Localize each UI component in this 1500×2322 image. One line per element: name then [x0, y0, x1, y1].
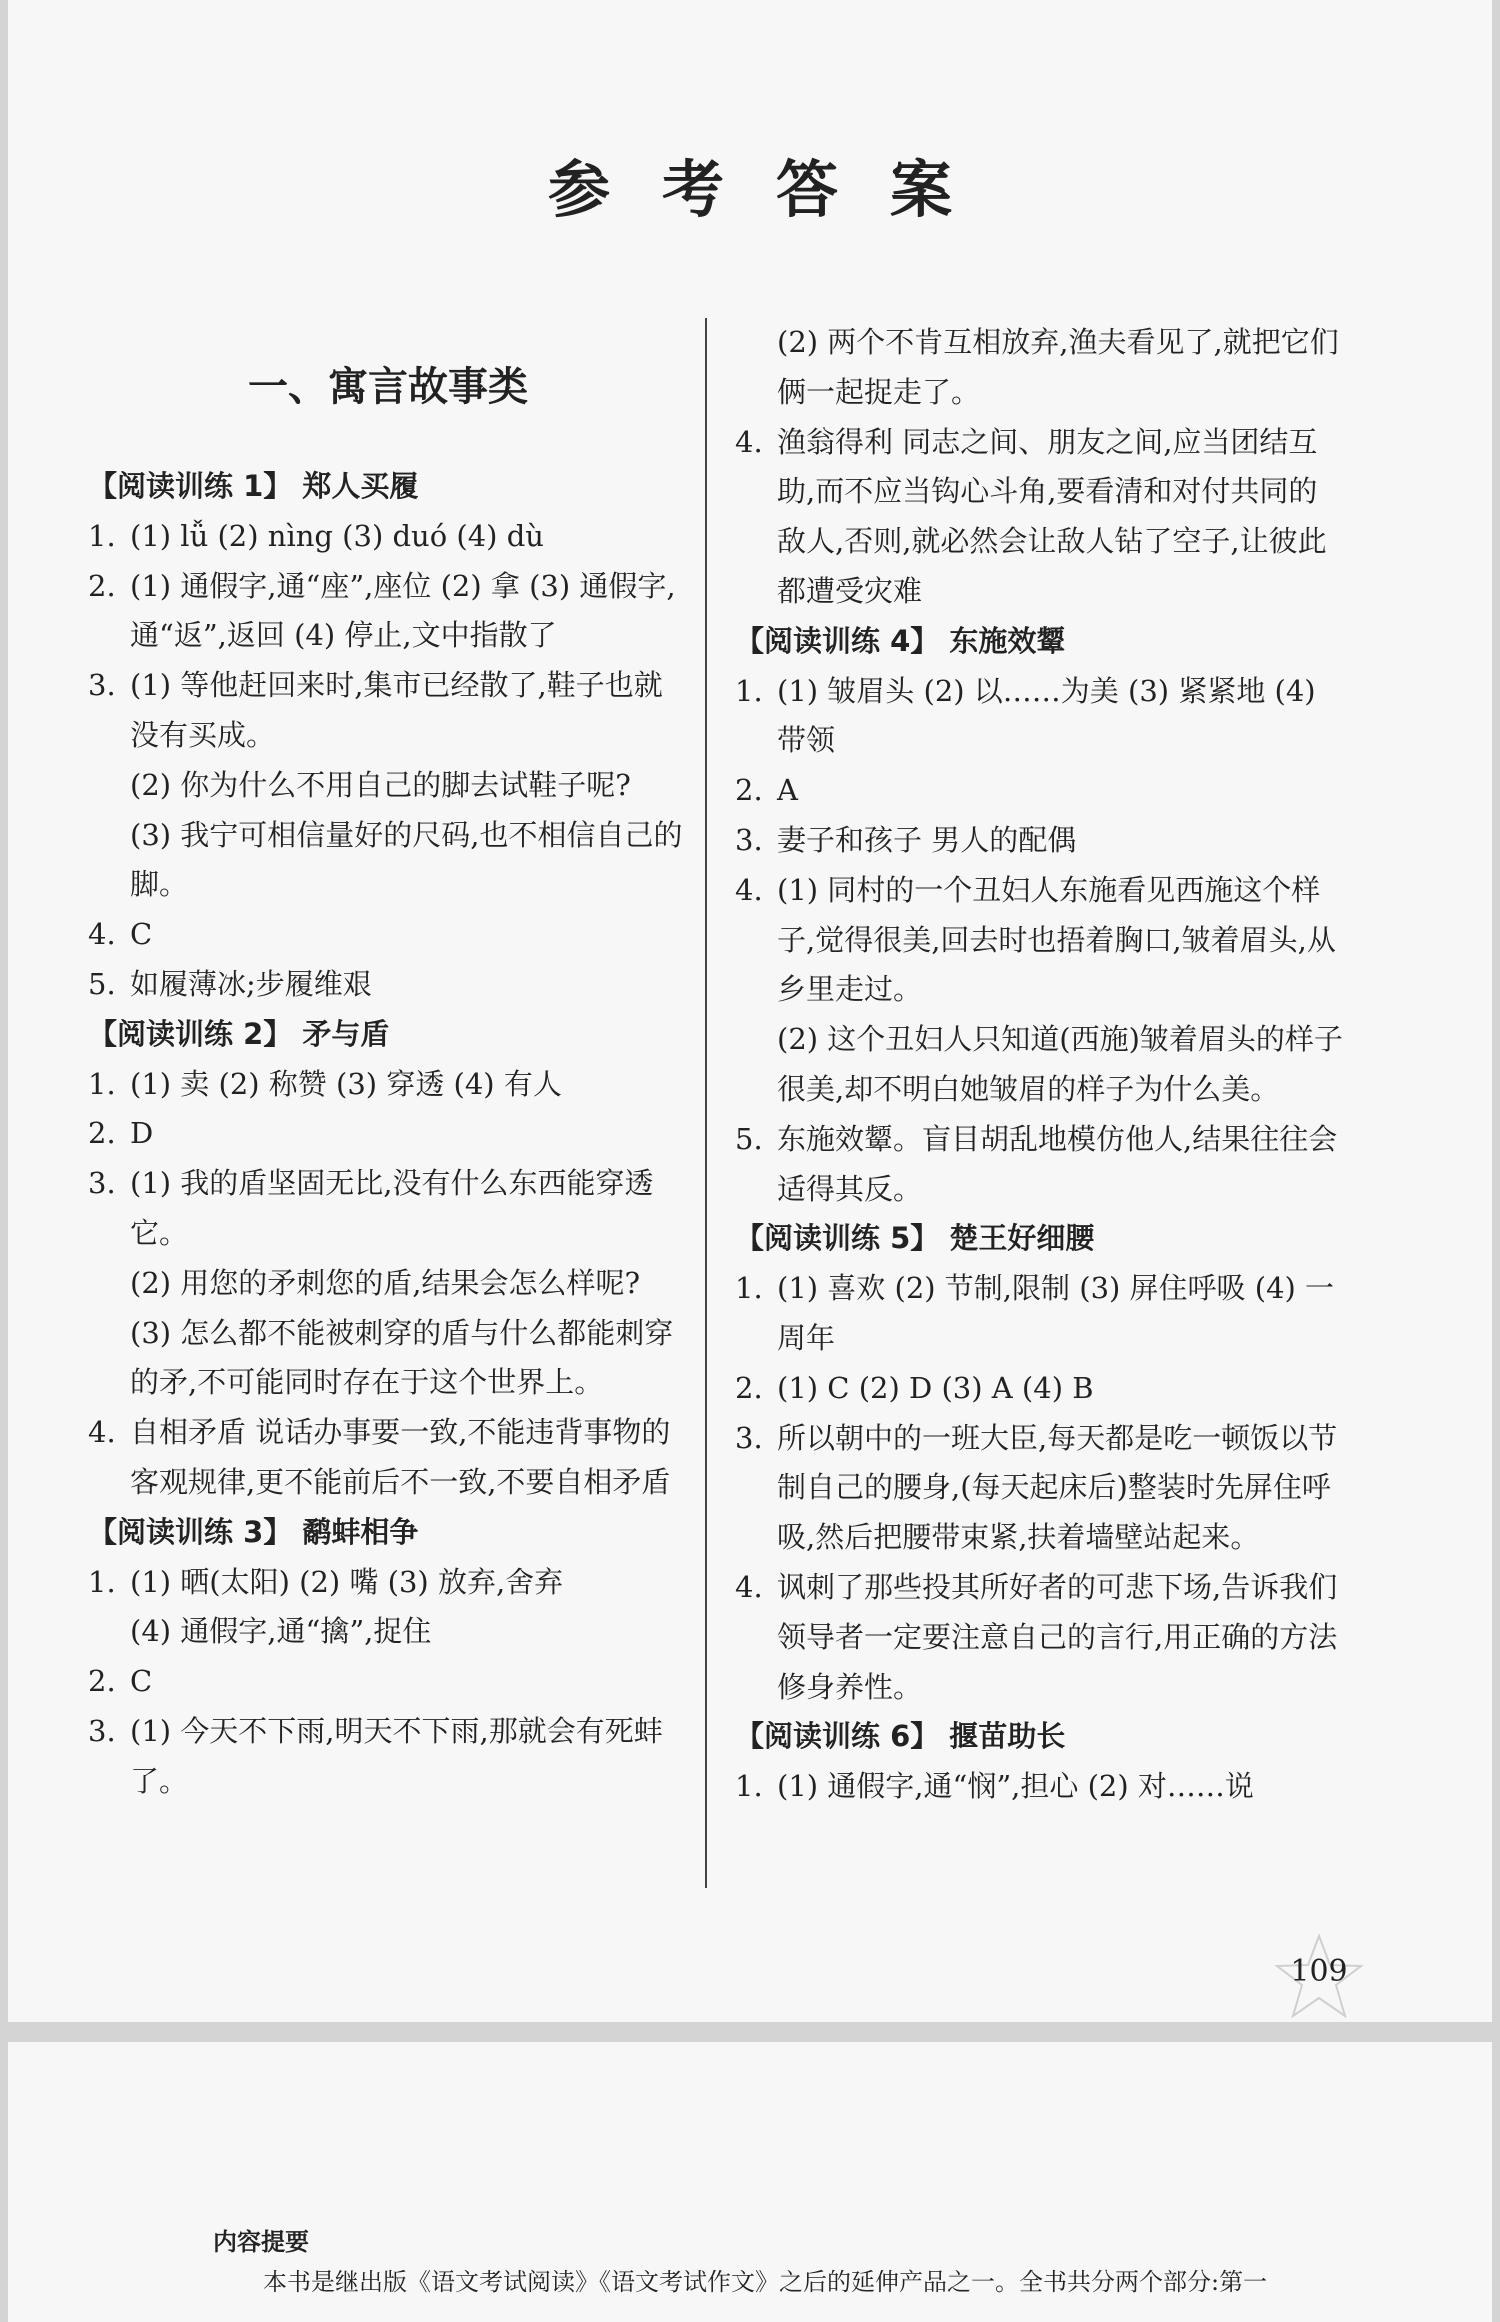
answer-number: 3.	[88, 1166, 116, 1201]
answer-text: 如履薄冰;步履维艰	[130, 966, 372, 1001]
exercise-heading: 【阅读训练 4】 东施效颦	[735, 623, 1066, 658]
summary-text: 本书是继出版《语文考试阅读》《语文考试作文》之后的延伸产品之一。全书共分两个部分:第一	[263, 2268, 1268, 2296]
answer-item	[735, 1762, 1345, 1812]
answer-item	[735, 418, 1345, 617]
answer-item	[735, 1264, 1345, 1364]
answer-text: 自相矛盾 说话办事要一致,不能违背事物的客观规律,更不能前后不一致,不要自相矛盾	[130, 1415, 671, 1499]
answer-text: A	[777, 773, 798, 808]
answer-number: 1.	[88, 1564, 116, 1599]
summary-title: 内容提要	[213, 2228, 309, 2256]
answer-number: 5.	[88, 966, 116, 1001]
answer-number: 5.	[735, 1121, 763, 1156]
answer-item	[88, 1408, 688, 1508]
answer-number: 2.	[735, 1370, 763, 1405]
answer-item	[735, 766, 1345, 816]
page-number: 109	[1290, 1954, 1348, 1989]
answer-item	[88, 1060, 688, 1110]
answer-text: (1) 皱眉头 (2) 以……为美 (3) 紧紧地 (4) 带领	[777, 673, 1316, 758]
answer-number: 2.	[88, 1116, 116, 1151]
answer-number: 2.	[735, 773, 763, 808]
exercise-heading: 【阅读训练 6】 揠苗助长	[735, 1719, 1066, 1754]
answer-item	[88, 910, 688, 960]
answer-item	[735, 816, 1345, 866]
exercise-heading: 【阅读训练 5】 楚王好细腰	[735, 1221, 1095, 1256]
answer-item	[88, 562, 688, 662]
exercise-heading: 【阅读训练 3】 鹬蚌相争	[88, 1514, 419, 1549]
right-column	[735, 318, 1345, 1812]
answer-subitem: (2) 这个丑妇人只知道(西施)皱着眉头的样子很美,却不明白她皱眉的样子为什么美。	[777, 1022, 1343, 1106]
answer-number: 4.	[735, 872, 763, 907]
answer-text: (1) 同村的一个丑妇人东施看见西施这个样子,觉得很美,回去时也捂着胸口,皱着眉头,从乡里走过。	[777, 872, 1336, 1007]
answer-number: 3.	[88, 668, 116, 703]
answer-text: (1) 卖 (2) 称赞 (3) 穿透 (4) 有人	[130, 1066, 562, 1101]
answer-item	[735, 1563, 1345, 1712]
answer-item	[88, 512, 688, 562]
answer-text: (1) 等他赶回来时,集市已经散了,鞋子也就没有买成。	[130, 668, 663, 752]
answer-number: 4.	[735, 1569, 763, 1604]
answer-number: 4.	[88, 1415, 116, 1450]
answer-subitem: (3) 怎么都不能被刺穿的盾与什么都能刺穿的矛,不可能同时存在于这个世界上。	[130, 1315, 674, 1400]
answer-number: 1.	[88, 1066, 116, 1101]
answer-text: (1) 今天不下雨,明天不下雨,那就会有死蚌了。	[130, 1713, 663, 1798]
answer-item	[88, 960, 688, 1010]
answer-item	[735, 866, 1345, 1015]
answer-text: D	[130, 1116, 154, 1151]
answer-item	[735, 1364, 1345, 1414]
answer-text: C	[130, 1664, 153, 1699]
answer-number: 3.	[88, 1713, 116, 1748]
answer-subitem: (4) 通假字,通“擒”,捉住	[130, 1614, 432, 1649]
answer-text: (1) 我的盾坚固无比,没有什么东西能穿透它。	[130, 1166, 654, 1250]
answer-number: 4.	[88, 917, 116, 952]
answer-item	[88, 1558, 688, 1608]
answer-item	[735, 1414, 1345, 1563]
page-number-badge	[1274, 1932, 1364, 2022]
answer-text: (1) 通假字,通“座”,座位 (2) 拿 (3) 通假字,通“返”,返回 (4) 停止,文中指散了	[130, 568, 676, 653]
answer-subitem: (2) 用您的矛刺您的盾,结果会怎么样呢?	[130, 1265, 641, 1300]
answer-text: 所以朝中的一班大臣,每天都是吃一顿饭以节制自己的腰身,(每天起床后)整装时先屏住呼吸,然后把腰带束紧,扶着墙壁站起来。	[777, 1420, 1338, 1555]
answer-text: (1) 晒(太阳) (2) 嘴 (3) 放弃,舍弃	[130, 1564, 564, 1599]
answer-number: 2.	[88, 1664, 116, 1699]
answer-number: 2.	[88, 568, 116, 603]
answer-text: (1) C (2) D (3) A (4) B	[777, 1370, 1094, 1405]
answer-item	[735, 667, 1345, 767]
answer-item	[88, 1657, 688, 1707]
answer-item	[88, 1707, 688, 1807]
answer-text: C	[130, 917, 153, 952]
page-title: 参考答案	[547, 153, 1004, 226]
answer-text: (1) 通假字,通“悯”,担心 (2) 对……说	[777, 1769, 1254, 1804]
answer-number: 1.	[735, 1271, 763, 1306]
exercise-heading: 【阅读训练 2】 矛与盾	[88, 1016, 390, 1051]
answer-page	[8, 0, 1492, 2022]
answer-text: (1) 喜欢 (2) 节制,限制 (3) 屏住呼吸 (4) 一周年	[777, 1271, 1335, 1355]
answer-number: 3.	[735, 822, 763, 857]
next-page	[8, 2042, 1492, 2322]
answer-number: 1.	[88, 518, 116, 553]
answer-text: 妻子和孩子 男人的配偶	[777, 822, 1077, 857]
column-divider	[705, 318, 707, 1888]
left-column	[88, 462, 688, 1807]
answer-number: 1.	[735, 1769, 763, 1804]
answer-number: 4.	[735, 424, 763, 459]
answer-item	[735, 1115, 1345, 1215]
answer-subitem: (2) 两个不肯互相放弃,渔夫看见了,就把它们俩一起捉走了。	[777, 325, 1339, 409]
answer-number: 1.	[735, 673, 763, 708]
answer-item	[88, 1109, 688, 1159]
answer-item	[88, 661, 688, 761]
answer-number: 3.	[735, 1420, 763, 1455]
answer-text: 讽刺了那些投其所好者的可悲下场,告诉我们领导者一定要注意自己的言行,用正确的方法修身养性。	[777, 1569, 1338, 1704]
answer-text: 东施效颦。盲目胡乱地模仿他人,结果往往会适得其反。	[777, 1121, 1338, 1206]
answer-item	[88, 1159, 688, 1259]
exercise-heading: 【阅读训练 1】 郑人买履	[88, 469, 419, 503]
answer-text: 渔翁得利 同志之间、朋友之间,应当团结互助,而不应当钩心斗角,要看清和对付共同的敌人,否则,就必然会让敌人钻了空子,让彼此都遭受灾难	[777, 424, 1327, 608]
answer-subitem: (2) 你为什么不用自己的脚去试鞋子呢?	[130, 767, 631, 802]
answer-text: (1) lǚ (2) nìng (3) duó (4) dù	[130, 518, 544, 553]
section-heading: 一、寓言故事类	[248, 364, 528, 410]
answer-subitem: (3) 我宁可相信量好的尺码,也不相信自己的脚。	[130, 817, 683, 902]
